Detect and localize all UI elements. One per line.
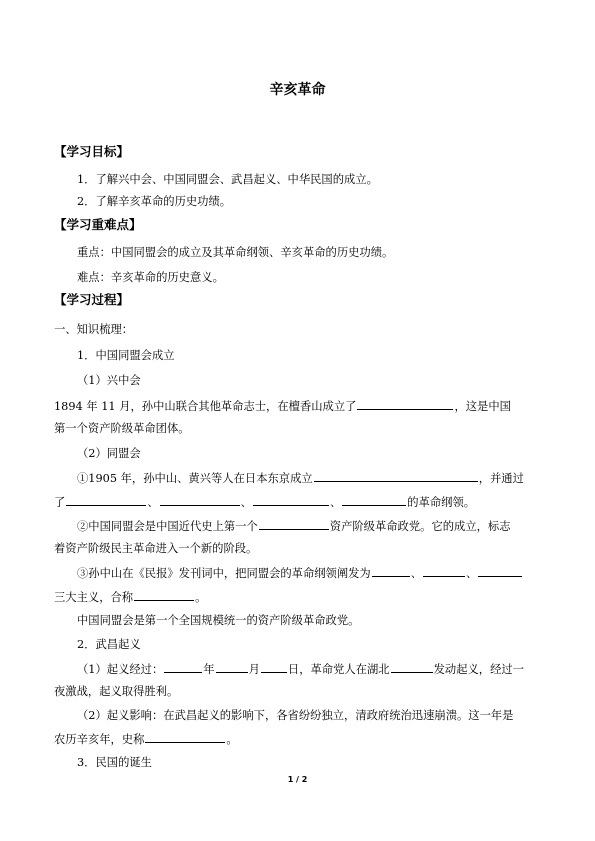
page-title: 辛亥革命 xyxy=(269,82,326,98)
paragraph-6-line-1 xyxy=(77,661,524,677)
fill-in-blank[interactable] xyxy=(357,398,453,410)
subsection-2: 2．武昌起义 xyxy=(77,638,141,651)
paragraph-4-line-2 xyxy=(54,589,206,605)
key-point-difficult: 难点：辛亥革命的历史意义。 xyxy=(77,271,224,284)
paragraph-2-line-1 xyxy=(77,470,524,486)
fill-in-blank[interactable] xyxy=(372,565,410,577)
paragraph-2-line-2 xyxy=(54,494,475,510)
text: 年 xyxy=(203,663,215,676)
fill-in-blank[interactable] xyxy=(134,589,194,601)
text: （1）起义经过： xyxy=(77,663,164,676)
fill-in-blank[interactable] xyxy=(259,518,329,530)
paragraph-1-line-2: 第一个资产阶级革命团体。 xyxy=(54,422,190,435)
subsection-1-1: （1）兴中会 xyxy=(77,374,141,387)
fill-in-blank[interactable] xyxy=(423,565,465,577)
heading-process: 【学习过程】 xyxy=(54,292,130,307)
text: ②中国同盟会是中国近代史上第一个 xyxy=(77,520,258,533)
text: 、 xyxy=(147,496,159,509)
process-intro: 一、知识梳理： xyxy=(54,323,134,336)
paragraph-1-line-1 xyxy=(54,398,511,414)
text: 、 xyxy=(410,567,423,580)
fill-in-blank[interactable] xyxy=(314,470,478,482)
text: 日，革命党人在湖北 xyxy=(287,663,390,676)
text: 、 xyxy=(240,496,252,509)
text: 的革命纲领。 xyxy=(407,496,476,509)
text: 、 xyxy=(329,496,342,509)
page-number: 1 / 2 xyxy=(287,775,308,784)
paragraph-5: 中国同盟会是第一个全国规模统一的资产阶级革命政党。 xyxy=(77,614,360,627)
subsection-3: 3．民国的诞生 xyxy=(77,756,152,769)
paragraph-3-line-1 xyxy=(77,518,511,534)
fill-in-blank[interactable] xyxy=(145,731,225,743)
fill-in-blank[interactable] xyxy=(391,661,433,673)
text: 资产阶级革命政党。它的成立，标志 xyxy=(329,520,511,533)
goal-item-2: 2．了解辛亥革命的历史功绩。 xyxy=(77,195,232,208)
heading-goals: 【学习目标】 xyxy=(54,144,130,159)
key-point-important: 重点：中国同盟会的成立及其革命纲领、辛亥革命的历史功绩。 xyxy=(77,246,394,259)
paragraph-7-line-2 xyxy=(54,731,238,747)
fill-in-blank[interactable] xyxy=(261,661,287,673)
fill-in-blank[interactable] xyxy=(253,494,329,506)
fill-in-blank[interactable] xyxy=(164,661,202,673)
heading-key-points: 【学习重难点】 xyxy=(54,217,142,232)
paragraph-6-line-2: 夜激战，起义取得胜利。 xyxy=(54,685,179,698)
paragraph-4-line-1 xyxy=(77,565,523,581)
text: ，并通过 xyxy=(478,472,524,485)
paragraph-3-line-2: 着资产阶级民主革命进入一个新的阶段。 xyxy=(54,542,258,555)
text: ①1905 年，孙中山、黄兴等人在日本东京成立 xyxy=(77,472,313,485)
text: 月 xyxy=(248,663,260,676)
text: ，这是中国 xyxy=(454,400,511,413)
text: 发动起义，经过一 xyxy=(433,663,524,676)
fill-in-blank[interactable] xyxy=(342,494,406,506)
text: 了 xyxy=(54,496,66,509)
text: ③孙中山在《民报》发刊词中，把同盟会的革命纲领阐发为 xyxy=(77,567,371,580)
fill-in-blank[interactable] xyxy=(478,565,522,577)
fill-in-blank[interactable] xyxy=(160,494,240,506)
subsection-1: 1．中国同盟会成立 xyxy=(77,349,175,362)
text: 农历辛亥年，史称 xyxy=(54,733,145,746)
text: 1894 年 11 月，孙中山联合其他革命志士，在檀香山成立了 xyxy=(54,400,357,413)
paragraph-7-line-1: （2）起义影响：在武昌起义的影响下，各省纷纷独立，清政府统治迅速崩溃。这一年是 xyxy=(77,709,514,722)
subsection-1-2: （2）同盟会 xyxy=(77,447,141,460)
fill-in-blank[interactable] xyxy=(216,661,248,673)
text: 三大主义，合称 xyxy=(54,591,134,604)
text: 。 xyxy=(226,733,238,746)
goal-item-1: 1．了解兴中会、中国同盟会、武昌起义、中华民国的成立。 xyxy=(77,173,378,186)
text: 。 xyxy=(195,591,207,604)
fill-in-blank[interactable] xyxy=(66,494,146,506)
text: 、 xyxy=(466,567,478,580)
